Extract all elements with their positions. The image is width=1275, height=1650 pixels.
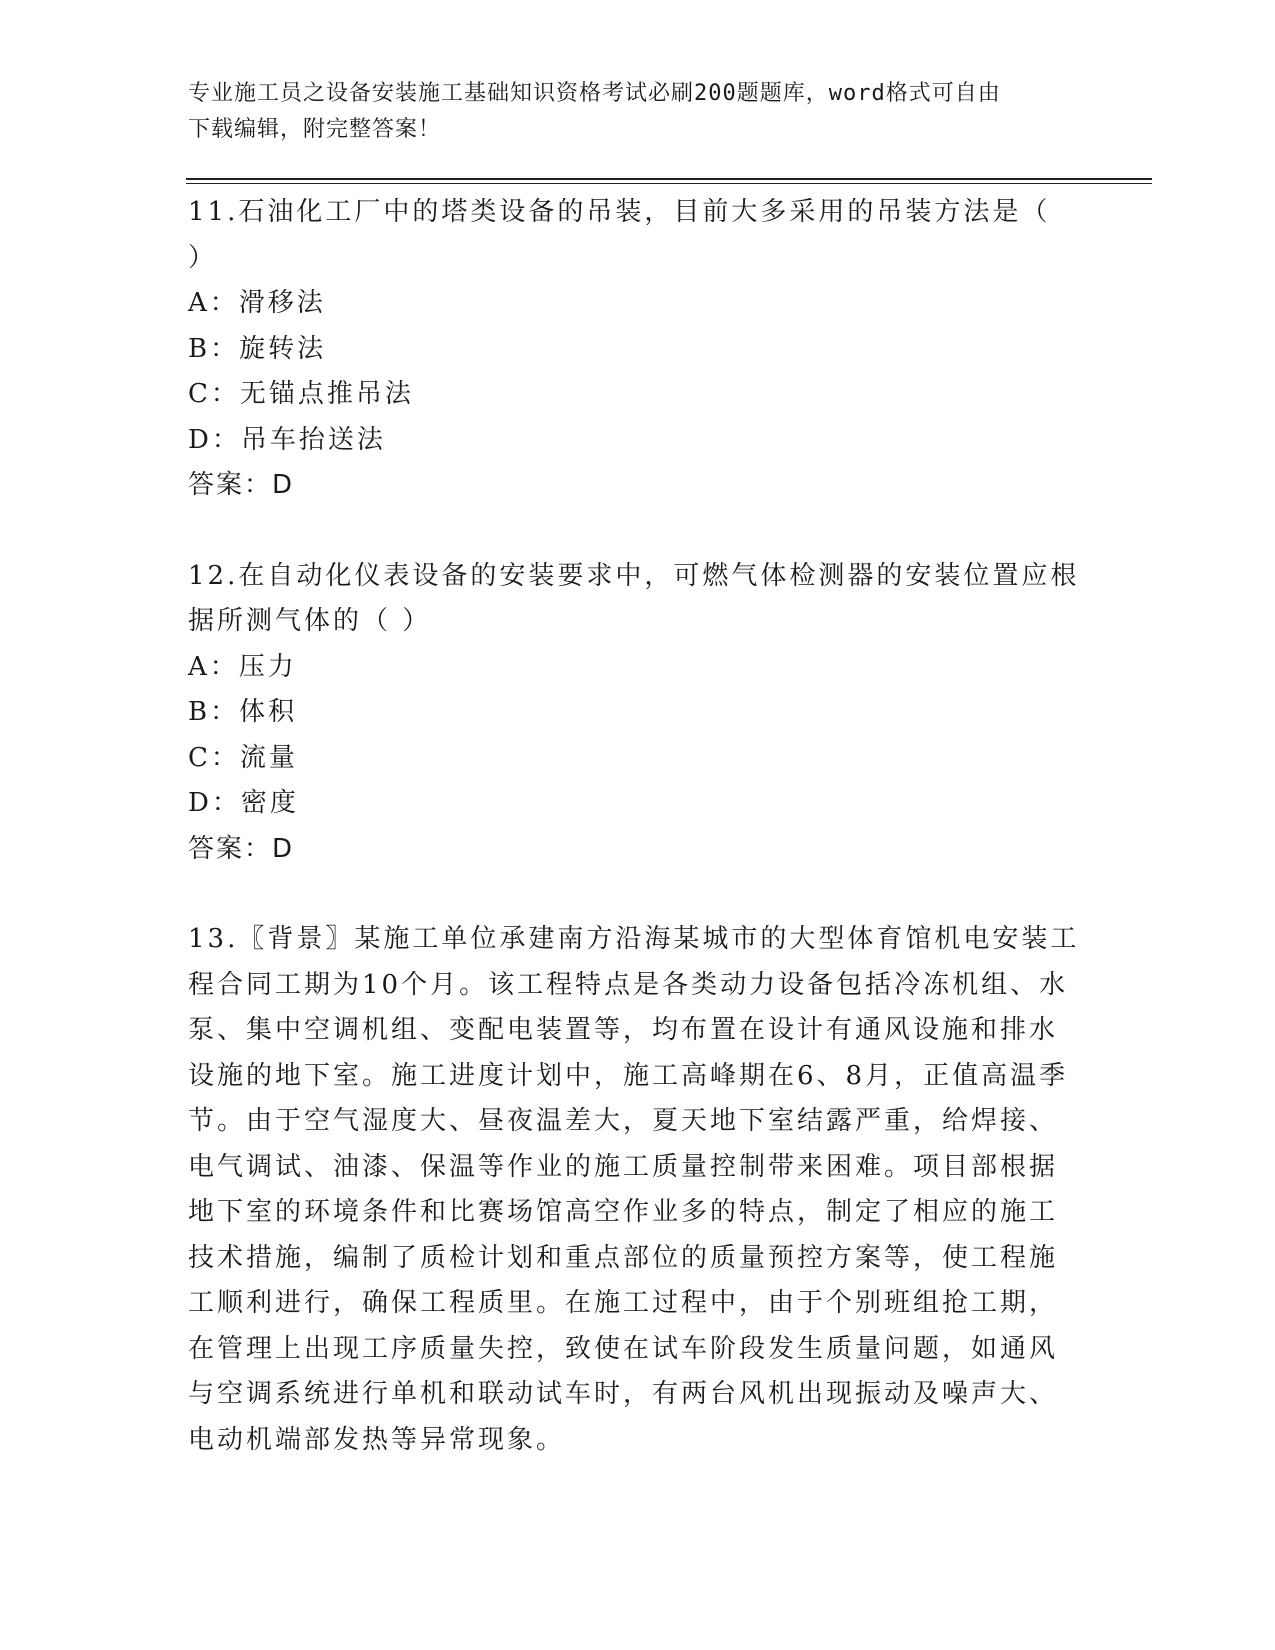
option-a: A：压力 [188,651,297,682]
paragraph-line: 在管理上出现工序质量失控，致使在试车阶段发生质量问题，如通风 [188,1333,1059,1364]
document-body [188,190,1088,1463]
spacer [188,872,1088,917]
paragraph-line: 电动机端部发热等异常现象。 [188,1424,566,1455]
question-stem-line: 12.在自动化仪表设备的安装要求中，可燃气体检测器的安装位置应根 [188,560,1080,591]
paragraph-line: 13.〖背景〗某施工单位承建南方沿海某城市的大型体育馆机电安装工 [188,924,1080,954]
question-13-background [188,917,1088,1463]
question-block [188,190,1088,509]
answer-line: 答案：D [188,833,295,864]
spacer [188,509,1088,554]
question-stem-line: ） [188,242,218,273]
paragraph-line: 程合同工期为10个月。该工程特点是各类动力设备包括冷冻机组、水 [188,969,1069,1000]
paragraph-line: 节。由于空气湿度大、昼夜温差大，夏天地下室结露严重，给焊接、 [188,1106,1059,1136]
question-stem-line: 据所测气体的（ ） [188,606,432,636]
option-a: A：滑移法 [188,288,326,318]
option-d: D：吊车抬送法 [188,424,386,455]
document-header [188,76,1108,148]
paragraph-line: 技术措施，编制了质检计划和重点部位的质量预控方案等，使工程施 [188,1242,1059,1273]
paragraph-line: 设施的地下室。施工进度计划中，施工高峰期在6、8月，正值高温季 [188,1060,1069,1091]
question-block [188,554,1088,873]
option-c: C：无锚点推吊法 [188,379,414,409]
paragraph-line: 与空调系统进行单机和联动试车时，有两台风机出现振动及噪声大、 [188,1379,1059,1409]
header-line-1: 专业施工员之设备安装施工基础知识资格考试必刷200题题库，word格式可自由 [188,81,1001,106]
header-divider-thin [186,183,1152,184]
option-c: C：流量 [188,742,298,773]
paragraph-line: 工顺利进行，确保工程质里。在施工过程中，由于个别班组抢工期， [188,1288,1059,1318]
answer-line: 答案：D [188,470,295,500]
option-b: B：体积 [188,697,298,727]
question-stem-line: 11.石油化工厂中的塔类设备的吊装，目前大多采用的吊装方法是（ [188,197,1051,227]
header-divider-thick [186,178,1152,180]
paragraph-line: 地下室的环境条件和比赛场馆高空作业多的特点，制定了相应的施工 [188,1197,1059,1227]
header-line-2: 下载编辑，附完整答案！ [188,117,442,142]
paragraph-line: 泵、集中空调机组、变配电装置等，均布置在设计有通风设施和排水 [188,1015,1059,1045]
option-d: D：密度 [188,788,299,818]
paragraph-line: 电气调试、油漆、保温等作业的施工质量控制带来困难。项目部根据 [188,1151,1059,1182]
option-b: B：旋转法 [188,333,327,364]
